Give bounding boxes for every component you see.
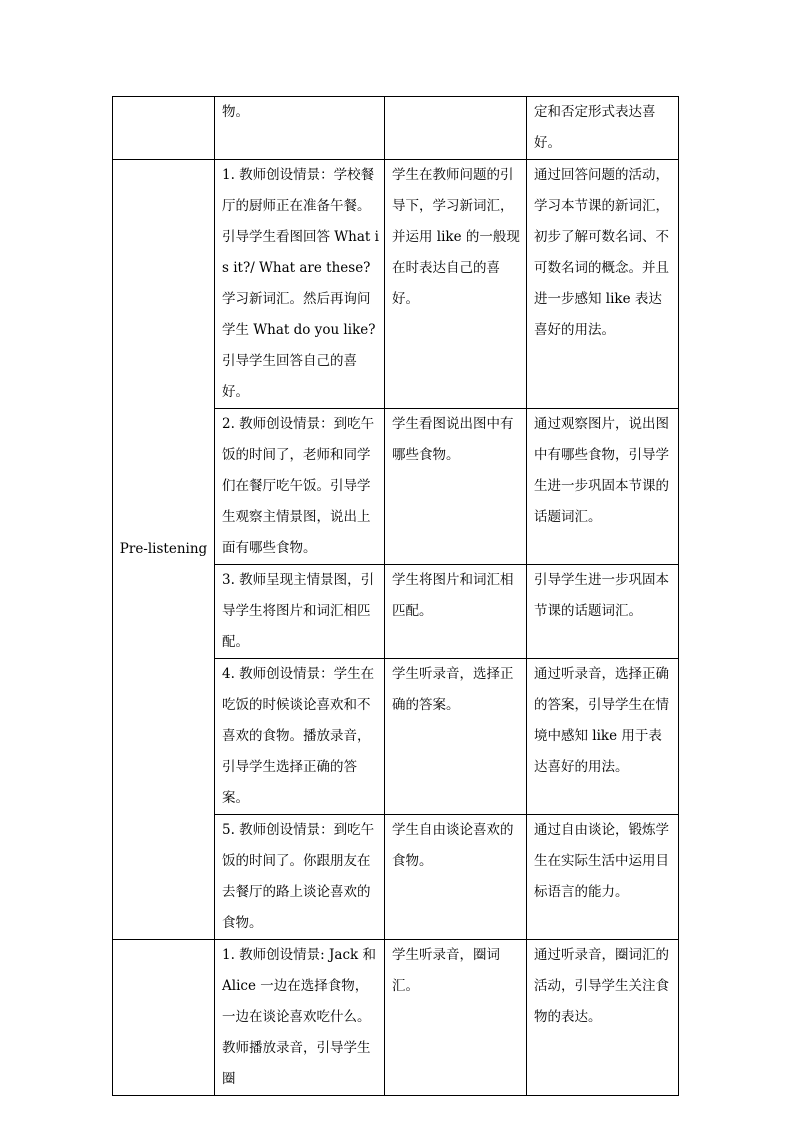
purpose-cell: 通过自由谈论，锻炼学生在实际生活中运用目标语言的能力。 (527, 815, 679, 940)
table-row (113, 940, 679, 1096)
purpose-cell: 通过回答问题的活动，学习本节课的新词汇，初步了解可数名词、不可数名词的概念。并且进一步感知 like 表达喜好的用法。 (527, 160, 679, 409)
student-activity-cell: 学生看图说出图中有哪些食物。 (385, 409, 527, 565)
teacher-activity-cell: 1. 教师创设情景：学校餐厅的厨师正在准备午餐。引导学生看图回答 What is it?/ What are these?学习新词汇。然后再询问学生 What do you like? 引导学生回答自己的喜好。 (215, 160, 385, 409)
purpose-cell: 通过观察图片，说出图中有哪些食物，引导学生进一步巩固本节课的话题词汇。 (527, 409, 679, 565)
stage-cell (113, 97, 215, 160)
teacher-activity-cell: 4. 教师创设情景：学生在吃饭的时候谈论喜欢和不喜欢的食物。播放录音，引导学生选择正确的答案。 (215, 659, 385, 815)
teacher-activity-cell: 2. 教师创设情景：到吃午饭的时间了，老师和同学们在餐厅吃午饭。引导学生观察主情景图，说出上面有哪些食物。 (215, 409, 385, 565)
teacher-activity-cell: 1. 教师创设情景: Jack 和 Alice 一边在选择食物，一边在谈论喜欢吃什么。教师播放录音，引导学生圈 (215, 940, 385, 1096)
purpose-cell: 引导学生进一步巩固本节课的话题词汇。 (527, 565, 679, 659)
purpose-cell: 定和否定形式表达喜好。 (527, 97, 679, 160)
teacher-activity-cell: 5. 教师创设情景：到吃午饭的时间了。你跟朋友在去餐厅的路上谈论喜欢的食物。 (215, 815, 385, 940)
student-activity-cell: 学生自由谈论喜欢的食物。 (385, 815, 527, 940)
teacher-activity-cell: 物。 (215, 97, 385, 160)
lesson-plan-table (112, 96, 679, 1096)
table-row (113, 160, 679, 409)
purpose-cell: 通过听录音，选择正确的答案，引导学生在情境中感知 like 用于表达喜好的用法。 (527, 659, 679, 815)
student-activity-cell: 学生将图片和词汇相匹配。 (385, 565, 527, 659)
stage-cell (113, 940, 215, 1096)
student-activity-cell: 学生听录音，选择正确的答案。 (385, 659, 527, 815)
table-row (113, 97, 679, 160)
stage-cell-pre-listening: Pre-listening (113, 160, 215, 940)
student-activity-cell (385, 97, 527, 160)
teacher-activity-cell: 3. 教师呈现主情景图，引导学生将图片和词汇相匹配。 (215, 565, 385, 659)
student-activity-cell: 学生在教师问题的引导下，学习新词汇，并运用 like 的一般现在时表达自己的喜好。 (385, 160, 527, 409)
purpose-cell: 通过听录音，圈词汇的活动，引导学生关注食物的表达。 (527, 940, 679, 1096)
student-activity-cell: 学生听录音，圈词汇。 (385, 940, 527, 1096)
